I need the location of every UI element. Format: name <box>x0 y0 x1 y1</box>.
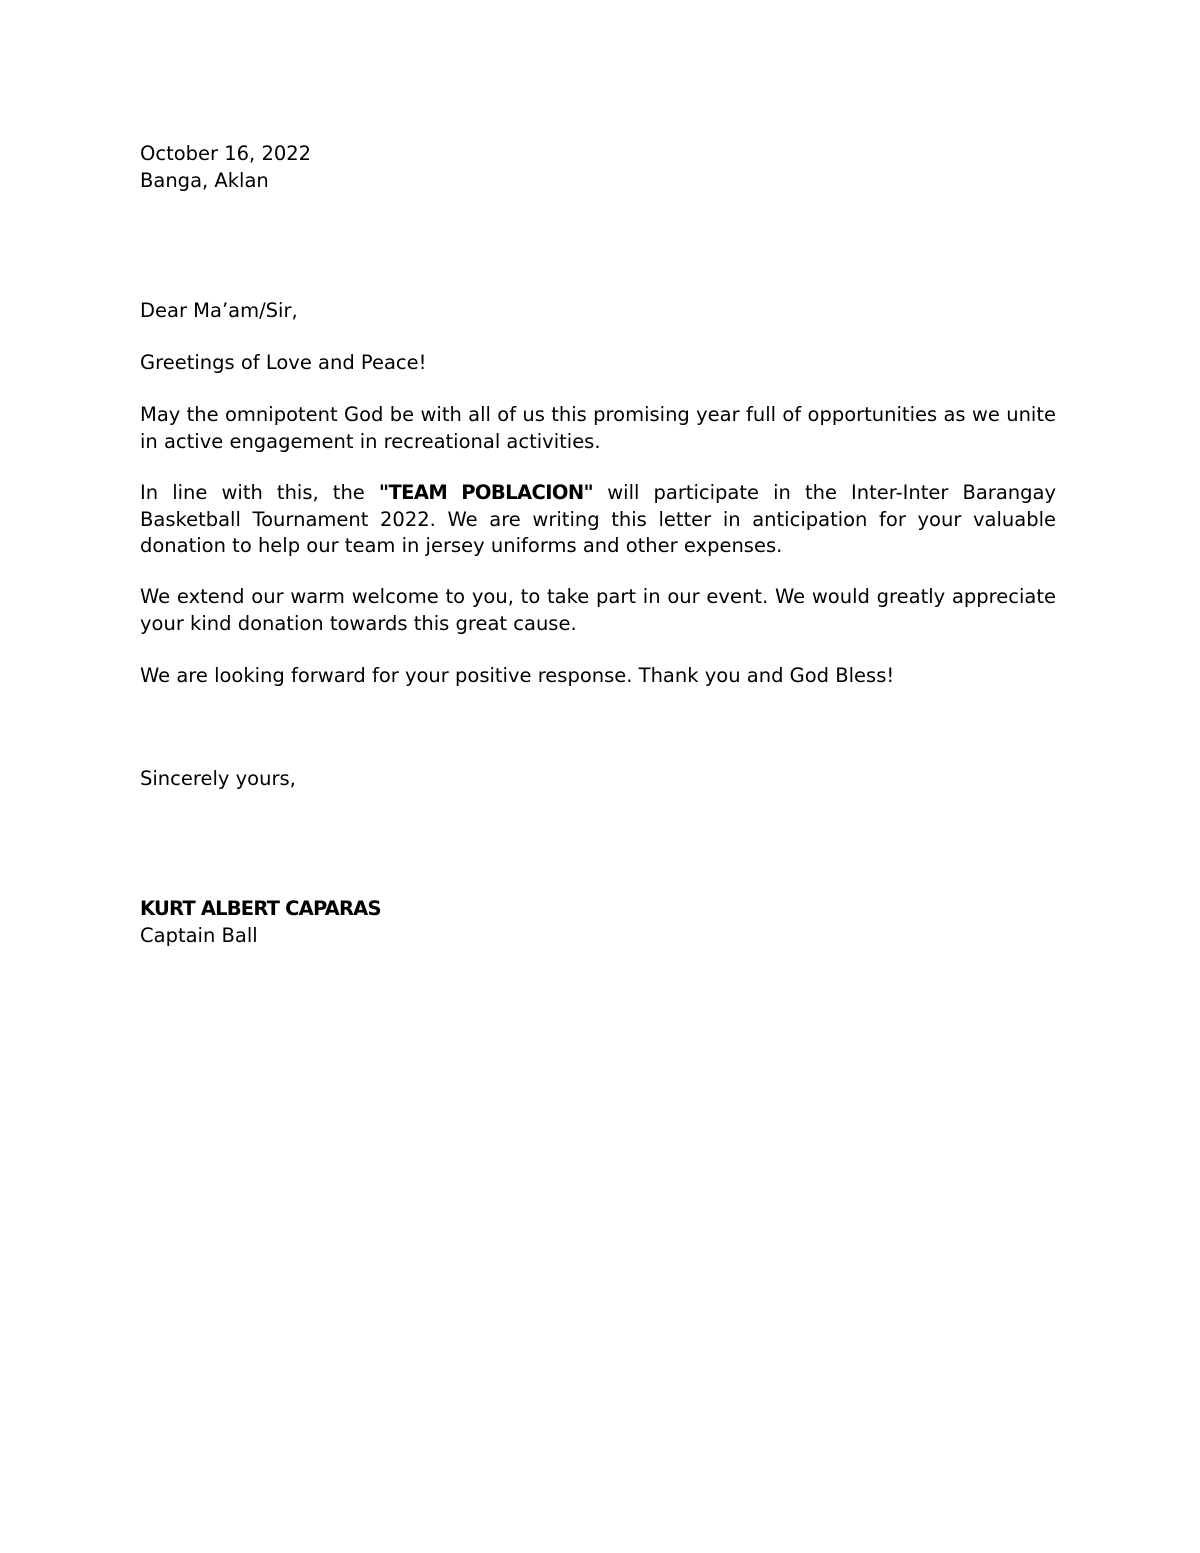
signatory-title: Captain Ball <box>140 924 258 947</box>
letter-paragraph-2 <box>140 480 1056 560</box>
letter-greeting: Greetings of Love and Peace! <box>140 351 427 374</box>
paragraph-2-text-before: In line with this, the <box>140 481 379 504</box>
signatory-name: KURT ALBERT CAPARAS <box>140 897 381 920</box>
letter-salutation: Dear Ma’am/Sir, <box>140 299 298 322</box>
letter-paragraph-1: May the omnipotent God be with all of us this promising year full of opportunities as we unite in active engagement in recreational activities. <box>140 403 1056 453</box>
paragraph-2-text-after: will participate in the Inter-Inter Barangay Basketball Tournament 2022. We are writing this letter in anticipation for your valuable donation to help our team in jersey uniforms and other expenses. <box>140 481 1056 557</box>
letter-closing: Sincerely yours, <box>140 767 296 790</box>
letter-date: October 16, 2022 <box>140 142 312 165</box>
letter-paragraph-3: We extend our warm welcome to you, to take part in our event. We would greatly appreciate your kind donation towards this great cause. <box>140 585 1056 635</box>
letter-paragraph-4: We are looking forward for your positive response. Thank you and God Bless! <box>140 664 895 687</box>
letter-place: Banga, Aklan <box>140 169 269 192</box>
team-name: "TEAM POBLACION" <box>378 481 594 504</box>
